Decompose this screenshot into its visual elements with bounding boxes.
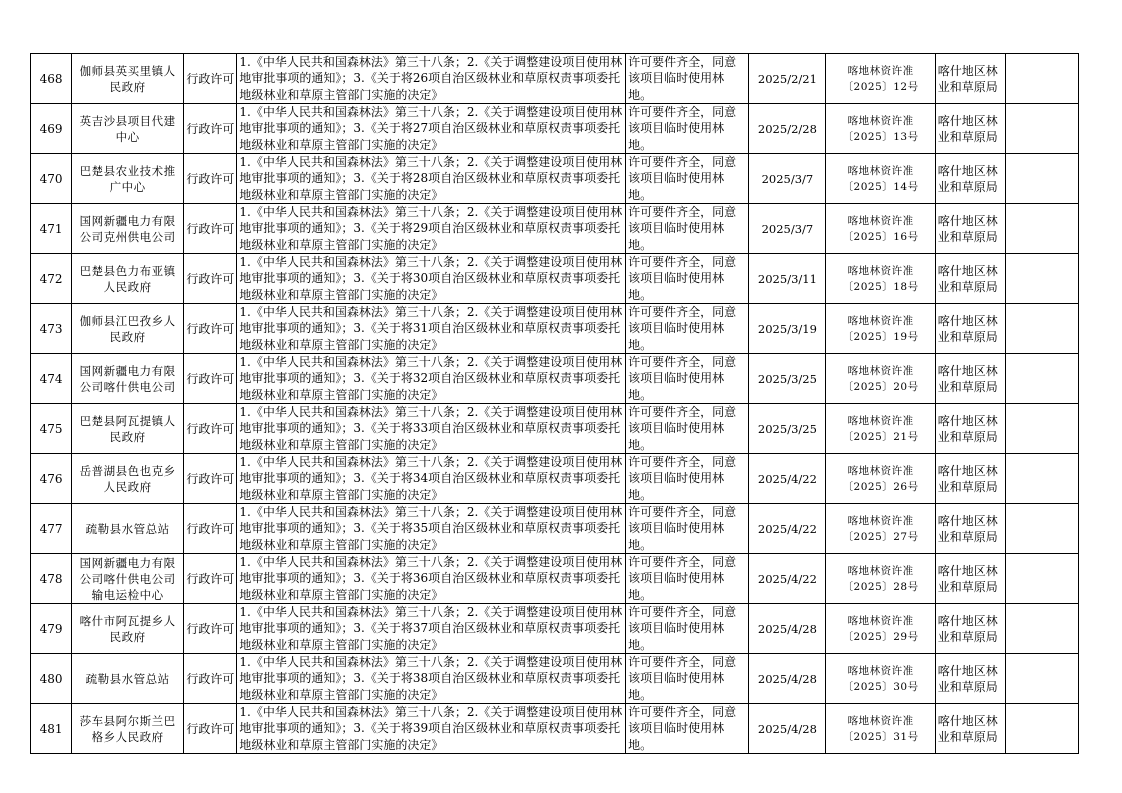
decision-date: 2025/4/28 — [749, 654, 826, 704]
record-number: 471 — [31, 204, 72, 254]
ledger-body — [31, 54, 1079, 754]
issuing-authority: 喀什地区林业和草原局 — [935, 604, 1005, 654]
issuing-authority: 喀什地区林业和草原局 — [935, 454, 1005, 504]
document-number: 喀地林资许准〔2025〕26号 — [826, 454, 935, 504]
issuing-authority: 喀什地区林业和草原局 — [935, 704, 1005, 754]
permit-type: 行政许可 — [184, 554, 237, 604]
applicant-org: 伽师县英买里镇人民政府 — [72, 54, 184, 104]
legal-basis: 1.《中华人民共和国森林法》第三十八条；2.《关于调整建设项目使用林地审批事项的通知》；3.《关于将34项自治区级林业和草原权责事项委托地级林业和草原主管部门实施的决定》 — [237, 454, 626, 504]
remark — [1005, 454, 1078, 504]
legal-basis: 1.《中华人民共和国森林法》第三十八条；2.《关于调整建设项目使用林地审批事项的通知》；3.《关于将32项自治区级林业和草原权责事项委托地级林业和草原主管部门实施的决定》 — [237, 354, 626, 404]
applicant-org: 国网新疆电力有限公司喀什供电公司 — [72, 354, 184, 404]
table-row — [31, 604, 1079, 654]
permit-type: 行政许可 — [184, 404, 237, 454]
decision-date: 2025/3/7 — [749, 204, 826, 254]
remark — [1005, 54, 1078, 104]
table-row — [31, 404, 1079, 454]
legal-basis: 1.《中华人民共和国森林法》第三十八条；2.《关于调整建设项目使用林地审批事项的通知》；3.《关于将35项自治区级林业和草原权责事项委托地级林业和草原主管部门实施的决定》 — [237, 504, 626, 554]
document-number: 喀地林资许准〔2025〕18号 — [826, 254, 935, 304]
permit-type: 行政许可 — [184, 654, 237, 704]
legal-basis: 1.《中华人民共和国森林法》第三十八条；2.《关于调整建设项目使用林地审批事项的通知》；3.《关于将37项自治区级林业和草原权责事项委托地级林业和草原主管部门实施的决定》 — [237, 604, 626, 654]
decision-result: 许可要件齐全，同意该项目临时使用林地。 — [626, 204, 749, 254]
applicant-org: 疏勒县水管总站 — [72, 504, 184, 554]
issuing-authority: 喀什地区林业和草原局 — [935, 54, 1005, 104]
remark — [1005, 654, 1078, 704]
issuing-authority: 喀什地区林业和草原局 — [935, 554, 1005, 604]
permit-type: 行政许可 — [184, 454, 237, 504]
legal-basis: 1.《中华人民共和国森林法》第三十八条；2.《关于调整建设项目使用林地审批事项的通知》；3.《关于将28项自治区级林业和草原权责事项委托地级林业和草原主管部门实施的决定》 — [237, 154, 626, 204]
table-row — [31, 554, 1079, 604]
decision-result: 许可要件齐全，同意该项目临时使用林地。 — [626, 404, 749, 454]
legal-basis: 1.《中华人民共和国森林法》第三十八条；2.《关于调整建设项目使用林地审批事项的通知》；3.《关于将29项自治区级林业和草原权责事项委托地级林业和草原主管部门实施的决定》 — [237, 204, 626, 254]
decision-date: 2025/4/22 — [749, 454, 826, 504]
applicant-org: 巴楚县农业技术推广中心 — [72, 154, 184, 204]
permit-type: 行政许可 — [184, 204, 237, 254]
record-number: 480 — [31, 654, 72, 704]
applicant-org: 岳普湖县色也克乡人民政府 — [72, 454, 184, 504]
table-row — [31, 304, 1079, 354]
document-number: 喀地林资许准〔2025〕19号 — [826, 304, 935, 354]
record-number: 474 — [31, 354, 72, 404]
issuing-authority: 喀什地区林业和草原局 — [935, 204, 1005, 254]
decision-date: 2025/4/22 — [749, 554, 826, 604]
document-number: 喀地林资许准〔2025〕31号 — [826, 704, 935, 754]
decision-result: 许可要件齐全，同意该项目临时使用林地。 — [626, 554, 749, 604]
applicant-org: 巴楚县阿瓦提镇人民政府 — [72, 404, 184, 454]
legal-basis: 1.《中华人民共和国森林法》第三十八条；2.《关于调整建设项目使用林地审批事项的通知》；3.《关于将31项自治区级林业和草原权责事项委托地级林业和草原主管部门实施的决定》 — [237, 304, 626, 354]
applicant-org: 英吉沙县项目代建中心 — [72, 104, 184, 154]
table-row — [31, 254, 1079, 304]
table-row — [31, 454, 1079, 504]
remark — [1005, 104, 1078, 154]
legal-basis: 1.《中华人民共和国森林法》第三十八条；2.《关于调整建设项目使用林地审批事项的通知》；3.《关于将26项自治区级林业和草原权责事项委托地级林业和草原主管部门实施的决定》 — [237, 54, 626, 104]
table-row — [31, 654, 1079, 704]
decision-result: 许可要件齐全，同意该项目临时使用林地。 — [626, 104, 749, 154]
document-number: 喀地林资许准〔2025〕16号 — [826, 204, 935, 254]
permit-ledger-table — [30, 53, 1079, 754]
decision-date: 2025/3/25 — [749, 404, 826, 454]
table-row — [31, 204, 1079, 254]
applicant-org: 国网新疆电力有限公司克州供电公司 — [72, 204, 184, 254]
document-number: 喀地林资许准〔2025〕14号 — [826, 154, 935, 204]
table-row — [31, 704, 1079, 754]
record-number: 479 — [31, 604, 72, 654]
decision-date: 2025/3/11 — [749, 254, 826, 304]
table-row — [31, 54, 1079, 104]
decision-result: 许可要件齐全，同意该项目临时使用林地。 — [626, 654, 749, 704]
remark — [1005, 204, 1078, 254]
table-row — [31, 504, 1079, 554]
legal-basis: 1.《中华人民共和国森林法》第三十八条；2.《关于调整建设项目使用林地审批事项的通知》；3.《关于将38项自治区级林业和草原权责事项委托地级林业和草原主管部门实施的决定》 — [237, 654, 626, 704]
applicant-org: 莎车县阿尔斯兰巴格乡人民政府 — [72, 704, 184, 754]
decision-date: 2025/4/28 — [749, 704, 826, 754]
applicant-org: 喀什市阿瓦提乡人民政府 — [72, 604, 184, 654]
permit-type: 行政许可 — [184, 254, 237, 304]
document-number: 喀地林资许准〔2025〕28号 — [826, 554, 935, 604]
document-number: 喀地林资许准〔2025〕12号 — [826, 54, 935, 104]
record-number: 481 — [31, 704, 72, 754]
decision-date: 2025/3/7 — [749, 154, 826, 204]
permit-type: 行政许可 — [184, 54, 237, 104]
remark — [1005, 504, 1078, 554]
record-number: 468 — [31, 54, 72, 104]
remark — [1005, 254, 1078, 304]
remark — [1005, 704, 1078, 754]
issuing-authority: 喀什地区林业和草原局 — [935, 354, 1005, 404]
permit-type: 行政许可 — [184, 304, 237, 354]
decision-result: 许可要件齐全，同意该项目临时使用林地。 — [626, 354, 749, 404]
applicant-org: 巴楚县色力布亚镇人民政府 — [72, 254, 184, 304]
document-number: 喀地林资许准〔2025〕13号 — [826, 104, 935, 154]
decision-result: 许可要件齐全，同意该项目临时使用林地。 — [626, 304, 749, 354]
decision-date: 2025/2/28 — [749, 104, 826, 154]
permit-type: 行政许可 — [184, 154, 237, 204]
issuing-authority: 喀什地区林业和草原局 — [935, 654, 1005, 704]
record-number: 476 — [31, 454, 72, 504]
decision-date: 2025/4/28 — [749, 604, 826, 654]
record-number: 478 — [31, 554, 72, 604]
record-number: 473 — [31, 304, 72, 354]
decision-result: 许可要件齐全，同意该项目临时使用林地。 — [626, 504, 749, 554]
permit-type: 行政许可 — [184, 104, 237, 154]
document-number: 喀地林资许准〔2025〕29号 — [826, 604, 935, 654]
table-row — [31, 154, 1079, 204]
issuing-authority: 喀什地区林业和草原局 — [935, 154, 1005, 204]
remark — [1005, 604, 1078, 654]
record-number: 469 — [31, 104, 72, 154]
issuing-authority: 喀什地区林业和草原局 — [935, 504, 1005, 554]
record-number: 477 — [31, 504, 72, 554]
decision-result: 许可要件齐全，同意该项目临时使用林地。 — [626, 604, 749, 654]
decision-result: 许可要件齐全，同意该项目临时使用林地。 — [626, 54, 749, 104]
remark — [1005, 554, 1078, 604]
decision-result: 许可要件齐全，同意该项目临时使用林地。 — [626, 704, 749, 754]
applicant-org: 疏勒县水管总站 — [72, 654, 184, 704]
legal-basis: 1.《中华人民共和国森林法》第三十八条；2.《关于调整建设项目使用林地审批事项的通知》；3.《关于将36项自治区级林业和草原权责事项委托地级林业和草原主管部门实施的决定》 — [237, 554, 626, 604]
issuing-authority: 喀什地区林业和草原局 — [935, 304, 1005, 354]
remark — [1005, 154, 1078, 204]
table-row — [31, 354, 1079, 404]
permit-type: 行政许可 — [184, 354, 237, 404]
legal-basis: 1.《中华人民共和国森林法》第三十八条；2.《关于调整建设项目使用林地审批事项的通知》；3.《关于将27项自治区级林业和草原权责事项委托地级林业和草原主管部门实施的决定》 — [237, 104, 626, 154]
decision-date: 2025/3/19 — [749, 304, 826, 354]
issuing-authority: 喀什地区林业和草原局 — [935, 404, 1005, 454]
record-number: 472 — [31, 254, 72, 304]
decision-result: 许可要件齐全，同意该项目临时使用林地。 — [626, 454, 749, 504]
record-number: 470 — [31, 154, 72, 204]
issuing-authority: 喀什地区林业和草原局 — [935, 104, 1005, 154]
decision-result: 许可要件齐全，同意该项目临时使用林地。 — [626, 154, 749, 204]
remark — [1005, 354, 1078, 404]
decision-date: 2025/4/22 — [749, 504, 826, 554]
permit-type: 行政许可 — [184, 504, 237, 554]
decision-result: 许可要件齐全，同意该项目临时使用林地。 — [626, 254, 749, 304]
document-number: 喀地林资许准〔2025〕20号 — [826, 354, 935, 404]
applicant-org: 国网新疆电力有限公司喀什供电公司输电运检中心 — [72, 554, 184, 604]
issuing-authority: 喀什地区林业和草原局 — [935, 254, 1005, 304]
document-number: 喀地林资许准〔2025〕21号 — [826, 404, 935, 454]
permit-type: 行政许可 — [184, 604, 237, 654]
decision-date: 2025/3/25 — [749, 354, 826, 404]
legal-basis: 1.《中华人民共和国森林法》第三十八条；2.《关于调整建设项目使用林地审批事项的通知》；3.《关于将39项自治区级林业和草原权责事项委托地级林业和草原主管部门实施的决定》 — [237, 704, 626, 754]
decision-date: 2025/2/21 — [749, 54, 826, 104]
remark — [1005, 304, 1078, 354]
applicant-org: 伽师县江巴孜乡人民政府 — [72, 304, 184, 354]
permit-type: 行政许可 — [184, 704, 237, 754]
table-row — [31, 104, 1079, 154]
remark — [1005, 404, 1078, 454]
legal-basis: 1.《中华人民共和国森林法》第三十八条；2.《关于调整建设项目使用林地审批事项的通知》；3.《关于将33项自治区级林业和草原权责事项委托地级林业和草原主管部门实施的决定》 — [237, 404, 626, 454]
legal-basis: 1.《中华人民共和国森林法》第三十八条；2.《关于调整建设项目使用林地审批事项的通知》；3.《关于将30项自治区级林业和草原权责事项委托地级林业和草原主管部门实施的决定》 — [237, 254, 626, 304]
document-number: 喀地林资许准〔2025〕27号 — [826, 504, 935, 554]
record-number: 475 — [31, 404, 72, 454]
document-number: 喀地林资许准〔2025〕30号 — [826, 654, 935, 704]
